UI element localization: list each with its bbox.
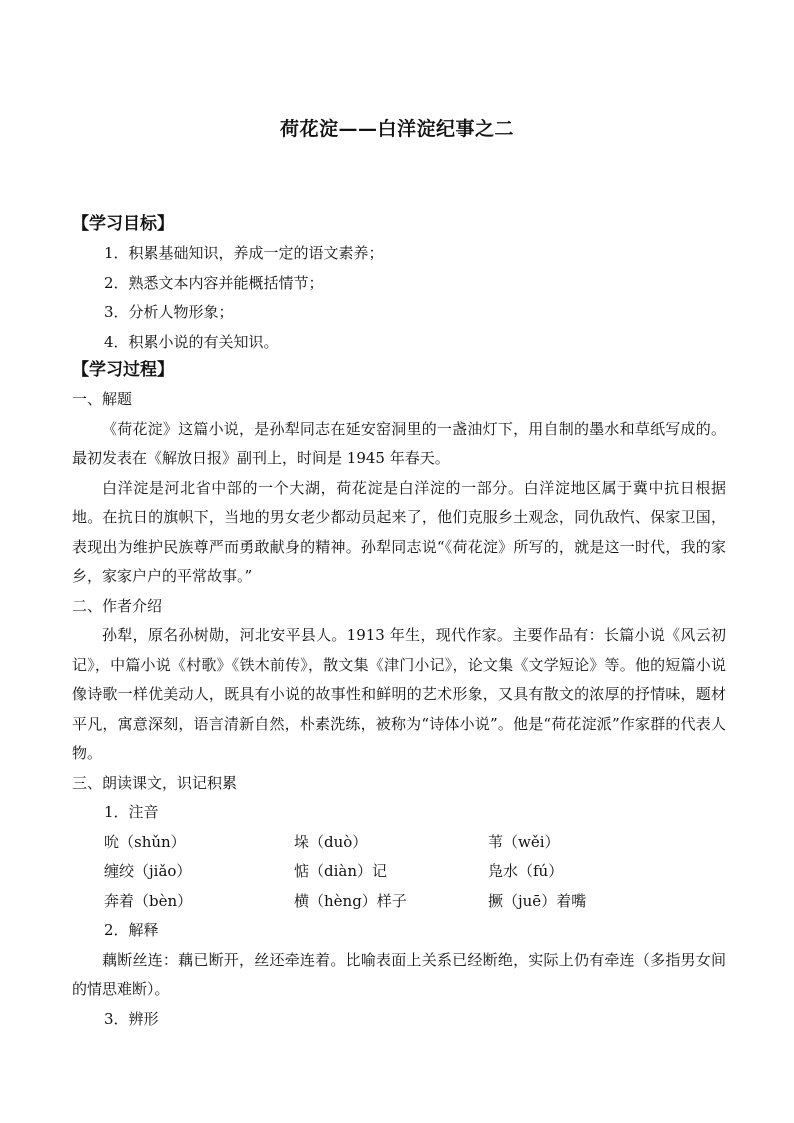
pinyin-row: [72, 887, 726, 917]
pinyin-row: [72, 857, 726, 887]
learning-process-section: [72, 355, 726, 1034]
pinyin-entry: 凫水（fú）: [488, 862, 564, 880]
goal-item: 3．分析人物形象；: [104, 303, 234, 321]
pinyin-entry: 惦（diàn）记: [294, 862, 388, 880]
paragraph: 孙犁，原名孙树勋，河北安平县人。1913 年生，现代作家。主要作品有：长篇小说《风云初记》，中篇小说《村歌》《铁木前传》，散文集《津门小记》，论文集《文学短论》等。他的短篇小说像诗歌一样优美动人，既具有小说的故事性和鲜明的艺术形象，又具有散文的浓厚的抒情味，题材平凡，寓意深刻，语言清新自然，朴素洗练，被称为“诗体小说”。他是“荷花淀派”作家群的代表人物。: [72, 626, 726, 762]
pinyin-entry: 缠绞（jiǎo）: [104, 862, 192, 880]
pinyin-entry: 奔着（bèn）: [104, 891, 193, 910]
document-title: 荷花淀——白洋淀纪事之二: [279, 118, 514, 140]
pinyin-entry: 苇（wěi）: [488, 832, 560, 851]
pinyin-entry: 垛（duò）: [294, 832, 368, 851]
paragraph: 《荷花淀》这篇小说，是孙犁同志在延安窑洞里的一盏油灯下，用自制的墨水和草纸写成的。最初发表在《解放日报》副刊上，时间是 1945 年春天。: [72, 419, 726, 467]
pinyin-row: [72, 828, 726, 858]
section-heading: 一、解题: [72, 390, 133, 408]
goal-item: 1．积累基础知识，养成一定的语文素养；: [104, 244, 384, 262]
learning-goals-heading: 【学习目标】: [72, 214, 174, 234]
subsection-heading: 1．注音: [104, 803, 159, 821]
learning-process-heading: 【学习过程】: [72, 360, 174, 380]
section-heading: 三、朗读课文，识记积累: [72, 773, 238, 792]
goal-item: 4．积累小说的有关知识。: [104, 332, 279, 351]
paragraph: 藕断丝连：藕已断开，丝还牵连着。比喻表面上关系已经断绝，实际上仍有牵连（多指男女间的情思难断）。: [72, 950, 726, 998]
learning-goals-section: [72, 209, 726, 357]
pinyin-entry: 撅（juē）着嘴: [488, 891, 587, 910]
subsection-heading: 3．辨形: [104, 1009, 159, 1028]
pinyin-entry: 吮（shǔn）: [104, 832, 186, 851]
paragraph: 白洋淀是河北省中部的一个大湖，荷花淀是白洋淀的一部分。白洋淀地区属于冀中抗日根据地。在抗日的旗帜下，当地的男女老少都动员起来了，他们克服乡土观念，同仇敌忾、保家卫国，表现出为维护民族尊严而勇敢献身的精神。孙犁同志说“《荷花淀》所写的，就是这一时代，我的家乡，家家户户的平常故事。”: [72, 478, 726, 585]
pinyin-entry: 横（hèng）样子: [294, 891, 407, 910]
subsection-heading: 2．解释: [104, 921, 159, 939]
goal-item: 2．熟悉文本内容并能概括情节；: [104, 273, 324, 292]
section-heading: 二、作者介绍: [72, 596, 163, 615]
